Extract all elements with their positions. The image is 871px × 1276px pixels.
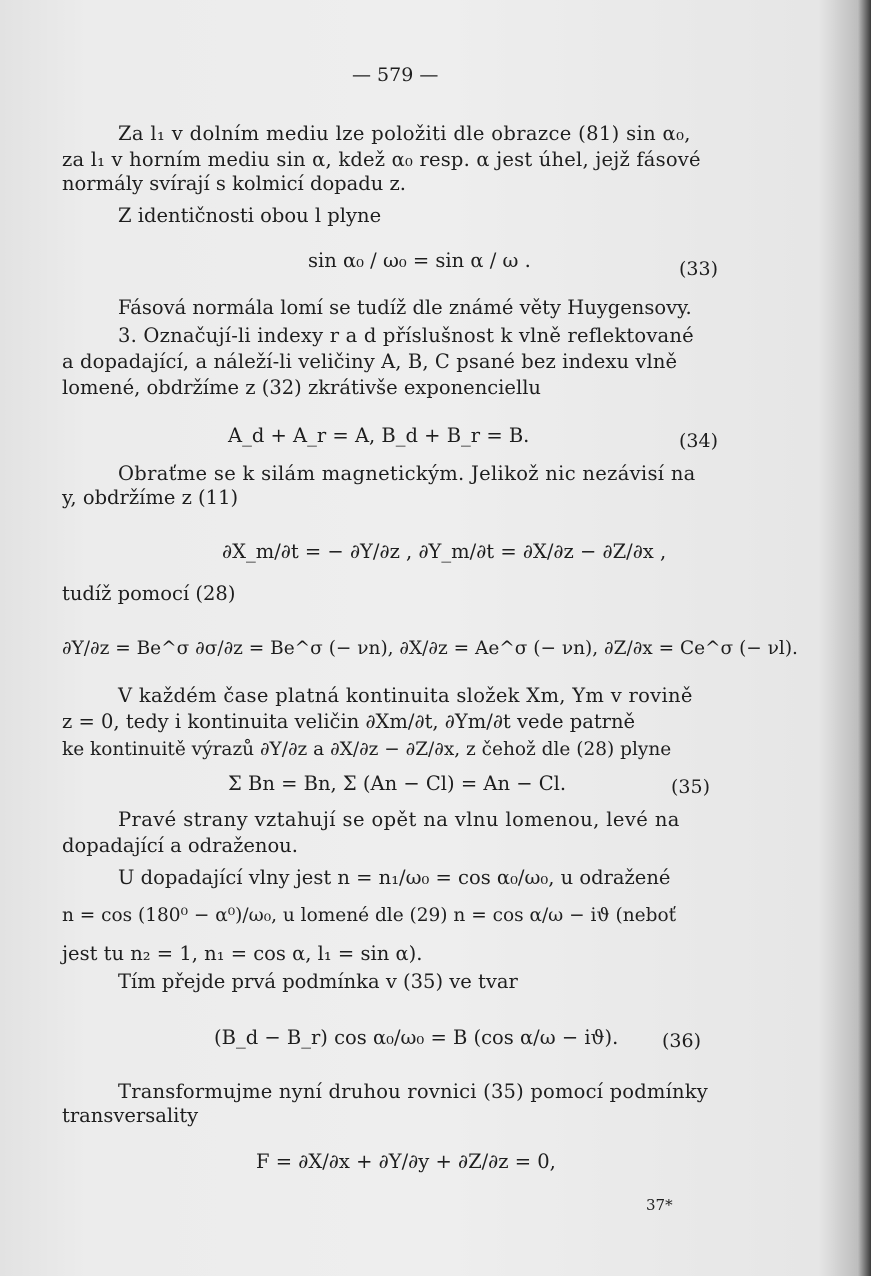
text-line: U dopadající vlny jest n = n₁/ω₀ = cos α₀/ω₀, u odražené: [118, 866, 671, 889]
equation-magnetic: ∂X_m/∂t = − ∂Y/∂z , ∂Y_m/∂t = ∂X/∂z − ∂Z/∂x ,: [222, 540, 667, 563]
text-line: ke kontinuitě výrazů ∂Y/∂z a ∂X/∂z − ∂Z/∂x, z čehož dle (28) plyne: [62, 739, 672, 760]
text-line: Fásová normála lomí se tudíž dle známé věty Huygensovy.: [118, 296, 692, 319]
text-line: transversality: [62, 1104, 199, 1127]
text-line: dopadající a odraženou.: [62, 834, 298, 857]
text-line: n = cos (180⁰ − α⁰)/ω₀, u lomené dle (29) n = cos α/ω − iϑ (neboť: [62, 905, 677, 926]
text-line: Tím přejde prvá podmínka v (35) ve tvar: [118, 970, 518, 993]
text-line: Z identičnosti obou l plyne: [118, 204, 382, 227]
equation-33: sin α₀ / ω₀ = sin α / ω .: [308, 249, 531, 272]
equation-number: (36): [662, 1030, 702, 1052]
text-line: tudíž pomocí (28): [62, 582, 236, 605]
equation-number: (33): [679, 258, 719, 280]
text-line: jest tu n₂ = 1, n₁ = cos α, l₁ = sin α).: [62, 942, 423, 965]
equation-36: (B_d − B_r) cos α₀/ω₀ = B (cos α/ω − iϑ).: [214, 1026, 619, 1049]
text-line: Obraťme se k silám magnetickým. Jelikož nic nezávisí na: [118, 462, 696, 485]
footer-signature-mark: 37*: [646, 1196, 673, 1214]
equation-number: (35): [671, 776, 711, 798]
text-line: normály svírají s kolmicí dopadu z.: [62, 172, 407, 195]
text-line: V každém čase platná kontinuita složek Xm, Ym v rovině: [118, 684, 693, 707]
equation-34: A_d + A_r = A, B_d + B_r = B.: [228, 424, 530, 447]
text-line: Pravé strany vztahují se opět na vlnu lomenou, levé na: [118, 808, 680, 831]
text-line: Za l₁ v dolním mediu lze položiti dle obrazce (81) sin α₀,: [118, 122, 691, 145]
text-line: Transformujme nyní druhou rovnici (35) pomocí podmínky: [118, 1080, 709, 1103]
equation-35: Σ Bn = Bn, Σ (An − Cl) = An − Cl.: [228, 772, 567, 795]
equation-transversality: F = ∂X/∂x + ∂Y/∂y + ∂Z/∂z = 0,: [256, 1150, 556, 1173]
text-line: z = 0, tedy i kontinuita veličin ∂Xm/∂t, ∂Ym/∂t vede patrně: [62, 710, 636, 733]
page-number: — 579 —: [352, 64, 439, 86]
text-line: za l₁ v horním mediu sin α, kdež α₀ resp. α jest úhel, jejž fásové: [62, 148, 701, 171]
equation-number: (34): [679, 430, 719, 452]
text-line: a dopadající, a náleží-li veličiny A, B, C psané bez indexu vlně: [62, 350, 678, 373]
text-line: y, obdržíme z (11): [62, 486, 239, 509]
equation-derivatives: ∂Y/∂z = Be^σ ∂σ/∂z = Be^σ (− νn), ∂X/∂z = Ae^σ (− νn), ∂Z/∂x = Ce^σ (− νl).: [62, 638, 798, 659]
text-line: lomené, obdržíme z (32) zkrátivše exponenciellu: [62, 376, 541, 399]
text-line: 3. Označují-li indexy r a d příslušnost k vlně reflektované: [118, 324, 694, 347]
